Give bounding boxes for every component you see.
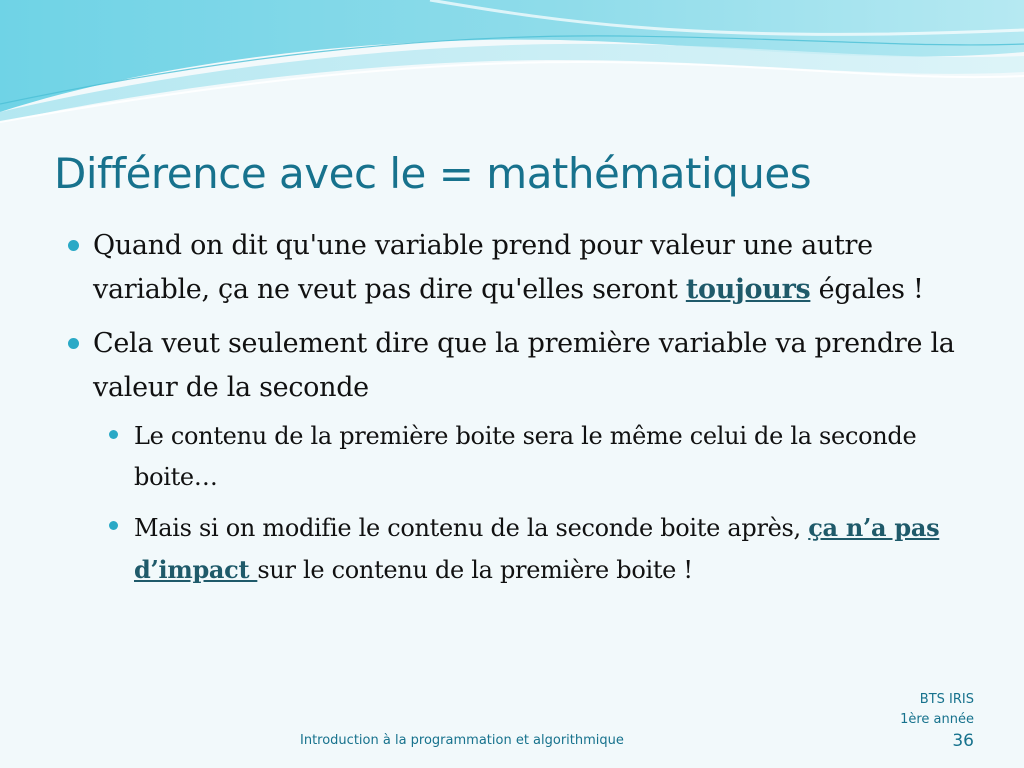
bullet-item [60, 322, 960, 410]
sub-bullet-text-before: Mais si on modifie le contenu de la seconde boite après, [134, 514, 809, 542]
footer-course-title: Introduction à la programmation et algorithmique [300, 733, 624, 748]
bullet-text: Cela veut seulement dire que la première variable va prendre la valeur de la seconde [93, 328, 955, 403]
bullet-emphasis: toujours [685, 274, 811, 305]
sub-bullet-item [103, 416, 960, 498]
footer-year: 1ère année [900, 712, 974, 727]
slide-content [60, 224, 960, 600]
sub-bullet-text: Le contenu de la première boite sera le même celui de la seconde boite… [134, 422, 917, 491]
bullet-text-before: Quand on dit qu'une variable prend pour valeur une autre variable, ça ne veut pas dire qu'elles seront [93, 230, 873, 305]
bullet-dot-icon [68, 338, 79, 349]
sub-bullet-dot-icon [109, 521, 118, 530]
bullet-dot-icon [68, 240, 79, 251]
slide-title: Différence avec le = mathématiques [54, 149, 812, 198]
sub-bullet-list [103, 416, 960, 591]
footer-program: BTS IRIS [919, 692, 974, 707]
sub-bullet-emphasis: ça n’a pas d’impact [134, 513, 940, 584]
header-wave-decoration [0, 0, 1024, 130]
bullet-text-after: égales ! [810, 274, 924, 305]
bullet-item [60, 224, 960, 312]
sub-bullet-item [103, 507, 960, 591]
footer-info [900, 690, 974, 752]
sub-bullet-text-after: sur le contenu de la première boite ! [257, 556, 693, 584]
sub-bullet-dot-icon [109, 430, 118, 439]
slide-number: 36 [952, 731, 974, 751]
